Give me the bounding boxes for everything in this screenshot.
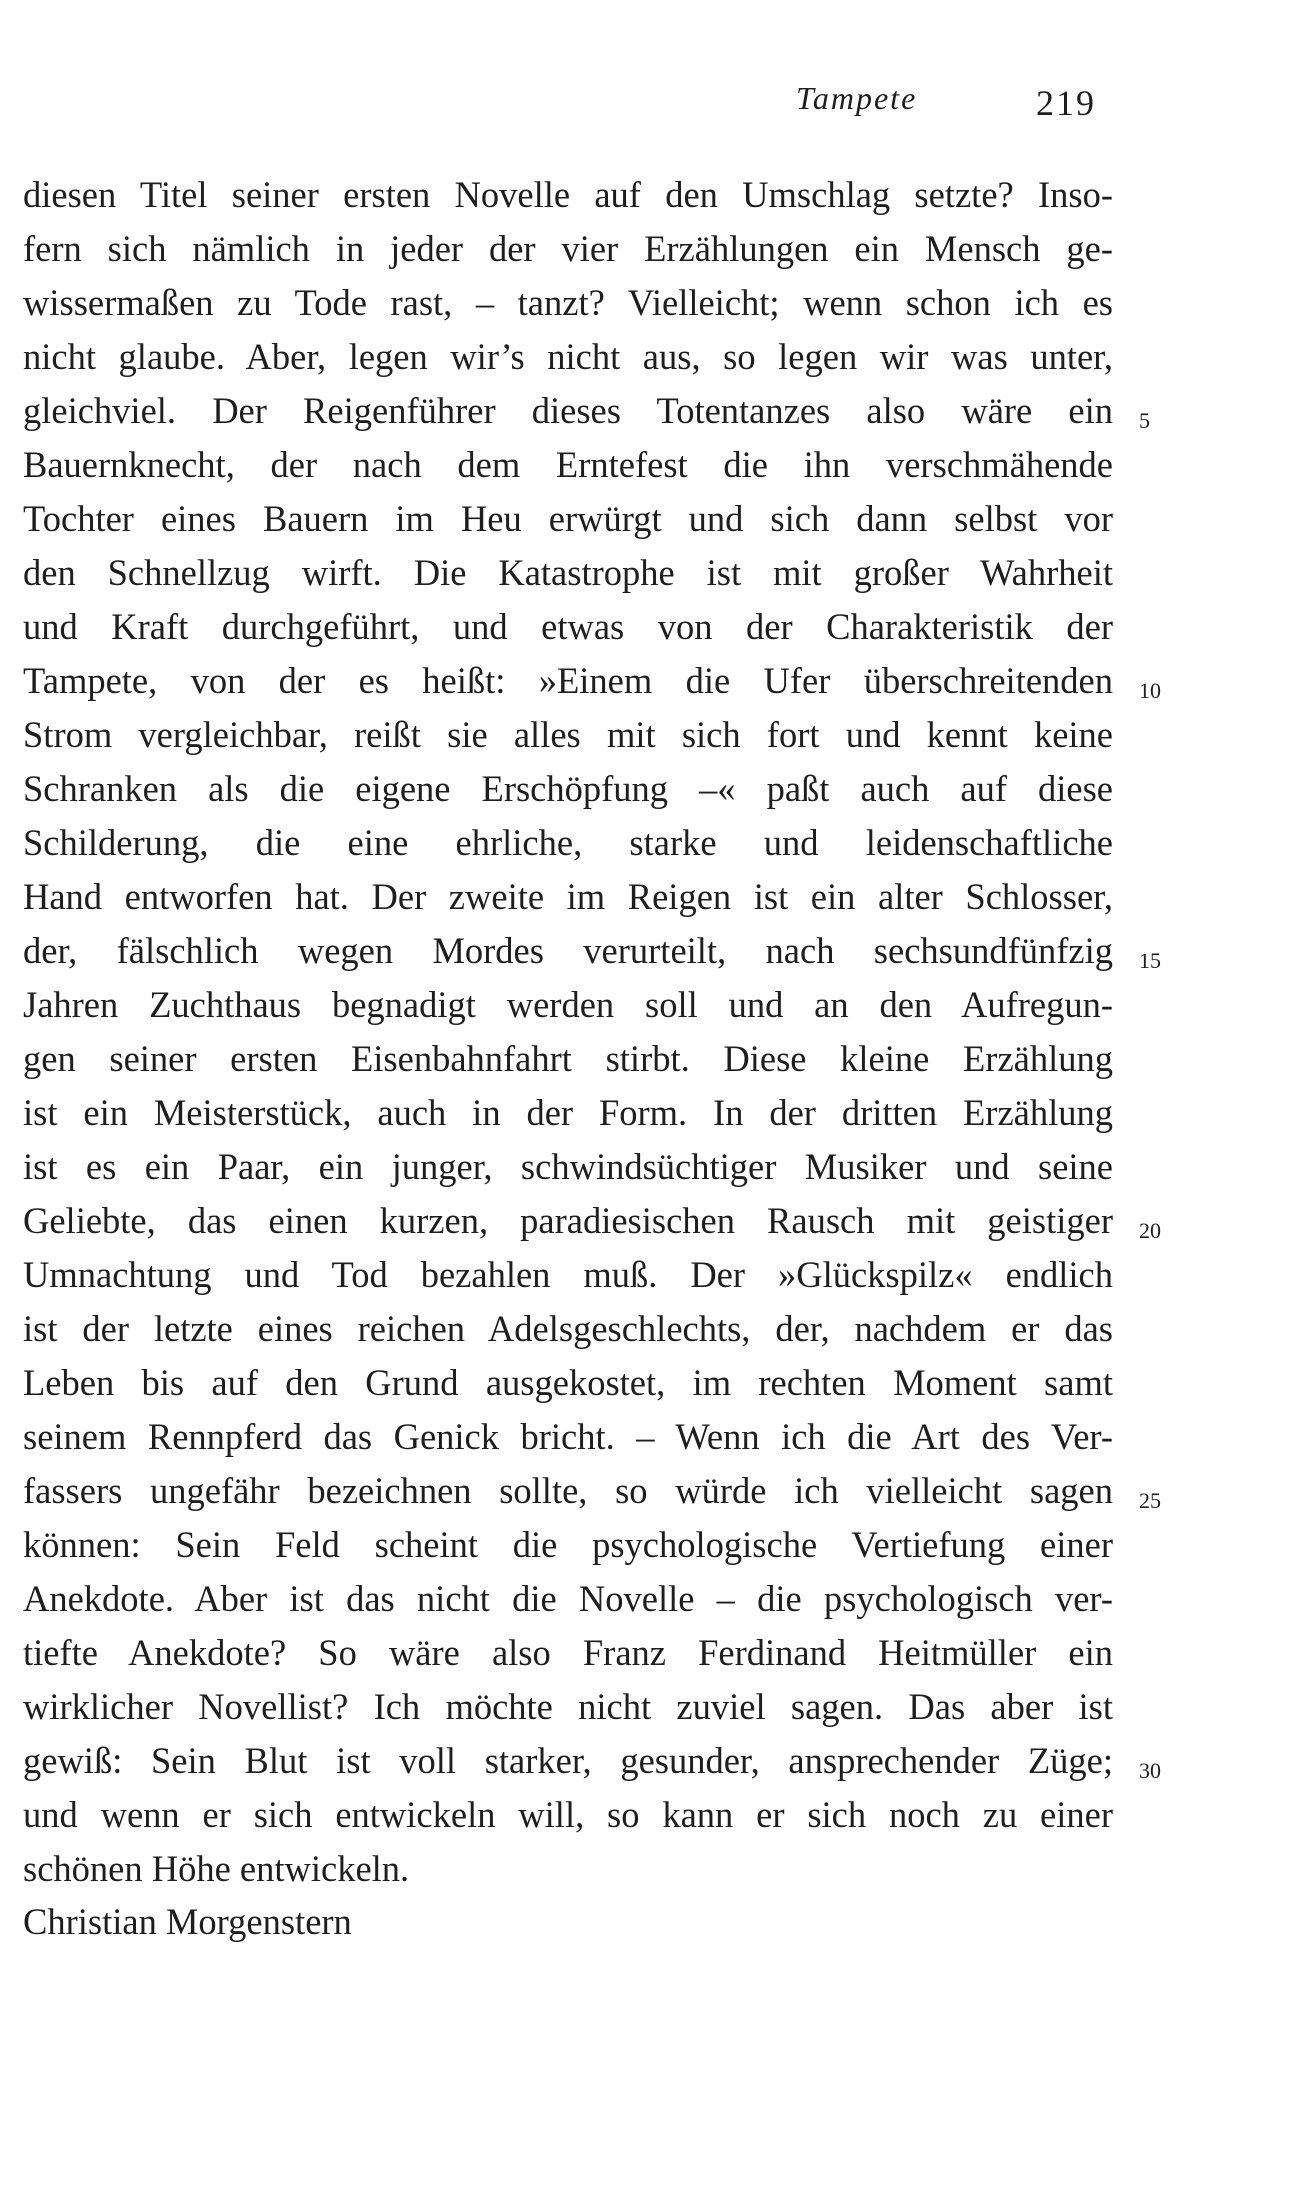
text-line: Schilderung, die eine ehrliche, starke und leidenschaftliche xyxy=(23,822,1113,863)
line-number: 10 xyxy=(1139,678,1161,703)
line-number: 30 xyxy=(1139,1758,1161,1783)
text-line: fassers ungefähr bezeichnen sollte, so würde ich vielleicht sagen xyxy=(23,1470,1113,1511)
text-line: wissermaßen zu Tode rast, – tanzt? Vielleicht; wenn schon ich es xyxy=(23,282,1113,323)
body-text xyxy=(23,168,1113,1896)
text-line: Geliebte, das einen kurzen, paradiesischen Rausch mit geistiger xyxy=(23,1200,1113,1241)
text-line: und wenn er sich entwickeln will, so kann er sich noch zu einer xyxy=(23,1794,1113,1835)
text-line: Hand entworfen hat. Der zweite im Reigen ist ein alter Schlosser, xyxy=(23,876,1113,917)
text-line: können: Sein Feld scheint die psychologische Vertiefung einer xyxy=(23,1524,1113,1565)
text-line: seinem Rennpferd das Genick bricht. – Wenn ich die Art des Ver- xyxy=(23,1416,1113,1457)
text-line: und Kraft durchgeführt, und etwas von der Charakteristik der xyxy=(23,606,1113,647)
author-signature: Christian Morgenstern xyxy=(23,1901,352,1942)
text-line: Strom vergleichbar, reißt sie alles mit sich fort und kennt keine xyxy=(23,714,1113,755)
line-number: 20 xyxy=(1139,1218,1161,1243)
text-line: Tampete, von der es heißt: »Einem die Ufer überschreitenden xyxy=(23,660,1113,701)
text-line: Schranken als die eigene Erschöpfung –« paßt auch auf diese xyxy=(23,768,1113,809)
text-line: diesen Titel seiner ersten Novelle auf den Umschlag setzte? Inso- xyxy=(23,174,1113,215)
text-line: Bauernknecht, der nach dem Erntefest die ihn verschmähende xyxy=(23,444,1113,485)
text-line: schönen Höhe entwickeln. xyxy=(23,1848,410,1889)
text-line: fern sich nämlich in jeder der vier Erzählungen ein Mensch ge- xyxy=(23,228,1113,269)
text-line: ist es ein Paar, ein junger, schwindsüchtiger Musiker und seine xyxy=(23,1146,1113,1187)
line-number: 5 xyxy=(1139,408,1150,433)
text-line: ist der letzte eines reichen Adelsgeschlechts, der, nachdem er das xyxy=(23,1308,1113,1349)
text-line: Leben bis auf den Grund ausgekostet, im rechten Moment samt xyxy=(23,1362,1113,1403)
text-line: Umnachtung und Tod bezahlen muß. Der »Glückspilz« endlich xyxy=(23,1254,1113,1295)
text-line: gewiß: Sein Blut ist voll starker, gesunder, ansprechender Züge; xyxy=(23,1740,1113,1781)
running-head-title: Tampete xyxy=(796,80,918,116)
text-line: gleichviel. Der Reigenführer dieses Totentanzes also wäre ein xyxy=(23,390,1113,431)
text-line: der, fälschlich wegen Mordes verurteilt, nach sechsundfünfzig xyxy=(23,930,1113,971)
line-number: 25 xyxy=(1139,1488,1161,1513)
text-line: Anekdote. Aber ist das nicht die Novelle – die psychologisch ver- xyxy=(23,1578,1113,1619)
text-line: ist ein Meisterstück, auch in der Form. In der dritten Erzählung xyxy=(23,1092,1113,1133)
text-line: Jahren Zuchthaus begnadigt werden soll und an den Aufregun- xyxy=(23,984,1113,1025)
text-line: den Schnellzug wirft. Die Katastrophe ist mit großer Wahrheit xyxy=(23,552,1113,593)
page-number: 219 xyxy=(1036,83,1096,123)
text-line: nicht glaube. Aber, legen wir’s nicht aus, so legen wir was unter, xyxy=(23,336,1113,377)
text-line: gen seiner ersten Eisenbahnfahrt stirbt. Diese kleine Erzählung xyxy=(23,1038,1113,1079)
text-line: tiefte Anekdote? So wäre also Franz Ferdinand Heitmüller ein xyxy=(23,1632,1113,1673)
line-number: 15 xyxy=(1139,948,1161,973)
text-line: wirklicher Novellist? Ich möchte nicht zuviel sagen. Das aber ist xyxy=(23,1686,1113,1727)
text-line: Tochter eines Bauern im Heu erwürgt und sich dann selbst vor xyxy=(23,498,1113,539)
